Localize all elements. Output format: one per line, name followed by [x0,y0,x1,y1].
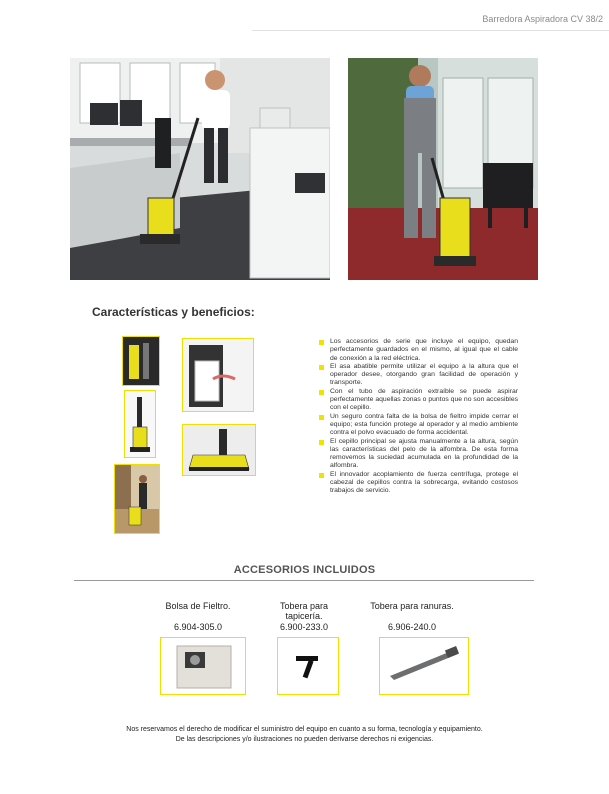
folding-handle-thumbnail [124,390,156,458]
accessory-name-crevice-nozzle: Tobera para ranuras. [370,601,454,611]
crevice-nozzle-image [379,637,469,695]
brush-head-thumbnail [182,424,256,476]
carpet-cleaning-photo [348,58,538,280]
upholstery-nozzle-image [277,637,339,695]
accessories-divider [74,580,534,581]
disclaimer-line-2: De las descripciones y/o ilustraciones no pueden derivarse derechos ni exigencias. [175,736,434,743]
feature-item: Los accesorios de serie que incluye el equipo, quedan perfectamente guardados en el mismo, al igual que el cable de conexión a la red eléctrica. [318,338,518,363]
features-list [318,338,518,496]
stored-accessories-thumbnail [122,336,160,386]
feature-item: El innovador acoplamiento de fuerza centrífuga, protege el cabezal de cepillos contra la sobrecarga, evitando costosos trabajos de servicio. [318,471,518,496]
accessory-name-upholstery-nozzle: Tobera para tapicería. [279,601,329,621]
header-divider [252,30,609,31]
accessory-name-felt-bag: Bolsa de Fieltro. [165,601,231,611]
document-title: Barredora Aspiradora CV 38/2 [482,14,603,24]
feature-item: El asa abatible permite utilizar el equipo a la altura que el operador desee, otorgando gran facilidad de operación y transporte. [318,363,518,388]
office-cleaning-photo [70,58,330,280]
filter-bag-thumbnail [182,338,254,412]
accessory-code-felt-bag: 6.904-305.0 [173,622,223,632]
accessory-code-crevice-nozzle: 6.906-240.0 [387,622,437,632]
felt-bag-image [160,637,246,695]
feature-item: Un seguro contra falta de la bolsa de fieltro impide cerrar el equipo; esta función protege al operador y al medio ambiente contra el polvo evacuado de forma accidental. [318,413,518,438]
disclaimer-line-1: Nos reservamos el derecho de modificar el suministro del equipo en cuanto a su forma, tecnología y equipamiento. [126,726,483,733]
accessory-code-upholstery-nozzle: 6.900-233.0 [279,622,329,632]
accessories-heading: ACCESORIOS INCLUIDOS [233,564,376,576]
feature-item: El cepillo principal se ajusta manualmente a la altura, según las características del pelo de la alfombra. De esta forma removemos la suciedad acumulada en la profundidad de la alfombra. [318,438,518,471]
features-heading: Características y beneficios: [92,305,255,319]
in-use-thumbnail [114,464,160,534]
feature-item: Con el tubo de aspiración extraíble se puede aspirar perfectamente aquellas zonas o puntos que no son accesibles con el cepillo. [318,388,518,413]
